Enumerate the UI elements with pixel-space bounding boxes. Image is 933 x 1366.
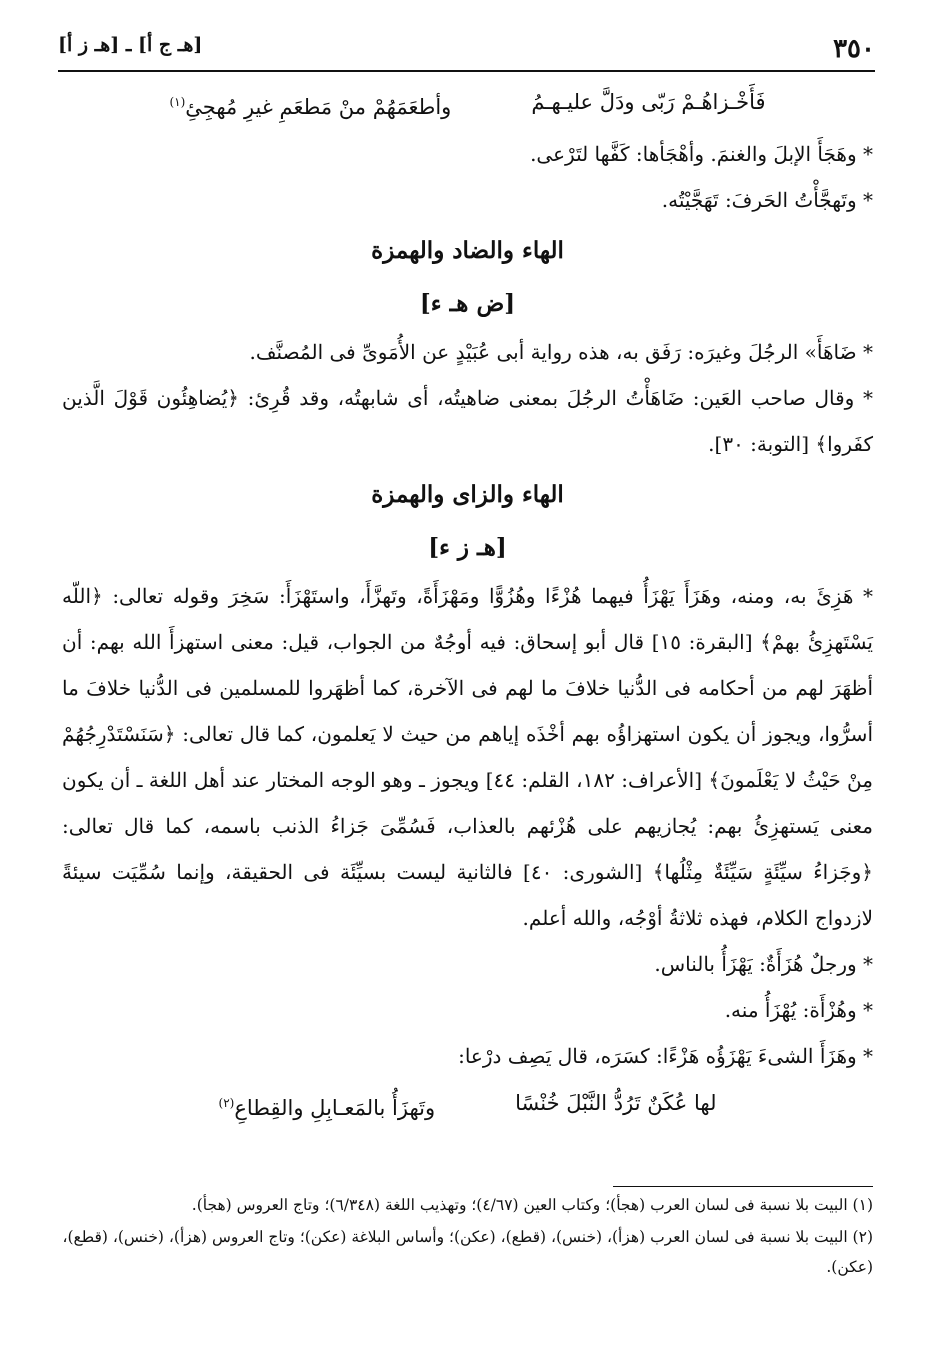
entry-sahib-al-ayn: * وقال صاحب العَين: ضَاهَأْتُ الرجُلَ بمعنى ضاهيتُه، أى شابهتُه، وقد قُرِئ: ﴿يُضاهِئُون قَوْلَ الَّذين كفَروا﴾ [التوبة: ٣٠]. — [62, 386, 873, 456]
entry-rajul-huzaa: * ورجلٌ هُزَأَةٌ: يَهْزَأُ بالناس. — [654, 952, 873, 976]
verse-2-first-hemistich: لها عُكَنٌ تَرُدُّ النَّبْلَ خُنْسًا — [515, 1091, 717, 1115]
footnotes — [62, 1190, 873, 1284]
entry-huzaa: * وهُزْأَة: يُهْزَأُ منه. — [724, 998, 873, 1022]
verse-1-second-hemistich: وأطعَمَهُمْ منْ مَطعَمِ غيرِ مُهجِئِ — [185, 95, 452, 119]
footnote-1: (١) البيت بلا نسبة فى لسان العرب (هجأ)؛ وكتاب العين (٤/٦٧)؛ وتهذيب اللغة (٦/٣٤٨)؛ وتاج العروس (هجأ). — [191, 1196, 873, 1214]
entry-haziaa-main: * هَزِئَ به، ومنه، وهَزَأَ يَهْزَأُ فيهما هُزْءًا وهُزُوًّا ومَهْزَأَةً، وتَهزَّأَ، واستَهْزَأَ: سَخِرَ وقوله تعالى: ﴿اللّه يَسْتَهزِئُ بهمْ﴾ [البقرة: ١٥] قال أبو إسحاق: فيه أوجُهٌ من الجواب، قيل: معنى استهزأَ الله بهم: أن أظهَرَ لهم من أحكامه فى الدُّنيا خلافَ ما لهم فى الآخرة، كما أظهَروا للمسلمين فى الدُّنيا خلافَ ما أسرُّوا، ويجوز أن يكون استهزاؤُه بهم أخْذَه إياهم من حيث لا يَعلمون، كما قال تعالى: ﴿سَنَسْتَدْرِجُهُمْ مِنْ حَيْثُ لا يَعْلَمونَ﴾ [الأعراف: ١٨٢، القلم: ٤٤] ويجوز ـ وهو الوجه المختار عند أهل اللغة ـ أن يكون معنى يَستهزِئُ بهم: يُجازيهم على هُزْئهم بالعذاب، فَسُمِّىَ جَزاءُ الذنب باسمه، كما قال تعالى: ﴿وجَزاءُ سيِّئَةٍ سَيِّئَةٌ مِثْلُها﴾ [الشورى: ٤٠] فالثانية ليست بسيِّئَة فى الحقيقة، وإنما سُمِّيَت سيئةً لازدواج الكلام، فهذه ثلاثةُ أوْجُه، والله أعلم. — [62, 584, 873, 930]
footnote-rule — [613, 1186, 873, 1187]
section-title-ha-zay-hamza: الهاء والزاى والهمزة — [371, 481, 564, 508]
root-heading-dad-ha-hamza: [ض هـ ء] — [419, 290, 516, 317]
verse-1-first-hemistich: فَأَخْـزاهُـمْ رَبّى ودَلَّ عليـهـمُ — [531, 90, 766, 114]
entry-hajaa-camels: * وهَجَأَ الإبلَ والغنمَ. وأهْجَأها: كَفَّها لتَرْعى. — [530, 142, 873, 166]
root-heading-ha-zay-hamza: [هـ ز ء] — [428, 534, 507, 561]
page-number: ٣٥٠ — [833, 34, 875, 64]
section-title-ha-dad-hamza: الهاء والضاد والهمزة — [371, 237, 564, 264]
page-body — [62, 78, 873, 1132]
header-rule — [58, 70, 875, 72]
entry-hazaa-kasara: * وهَزَأَ الشىءَ يَهْزَؤُه هَزْءًا: كسَرَه، قال يَصِف درْعا: — [458, 1044, 873, 1068]
page-header — [58, 28, 875, 68]
verse-2-second-hemistich: وتَهزَأُ بالمَعـابِلِ والقِطاعِ — [234, 1096, 436, 1120]
entry-tahajjaa: * وتَهجَّأْتُ الحَرفَ: تَهَجَّيْتُه. — [661, 188, 873, 212]
verse-2 — [62, 1079, 873, 1132]
footnote-2: (٢) البيت بلا نسبة فى لسان العرب (هزأ)، (خنس)، (قطع)، (عكن)؛ وأساس البلاغة (عكن)؛ وتاج العروس (هزأ)، (خنس)، (قطع)، (عكن). — [62, 1228, 873, 1276]
running-head: [هـ ج أ] ـ [هـ ز أ] — [58, 34, 203, 56]
verse-1 — [62, 78, 873, 131]
entry-dahaa: * ضَاهَأَ» الرجُلَ وغيرَه: رَفَق به، هذه رواية أبى عُبَيْدٍ عن الأُمَوىِّ فى المُصنَّف. — [249, 340, 873, 364]
footnote-mark-1: (١) — [169, 95, 186, 109]
footnote-mark-2: (٢) — [218, 1096, 235, 1110]
